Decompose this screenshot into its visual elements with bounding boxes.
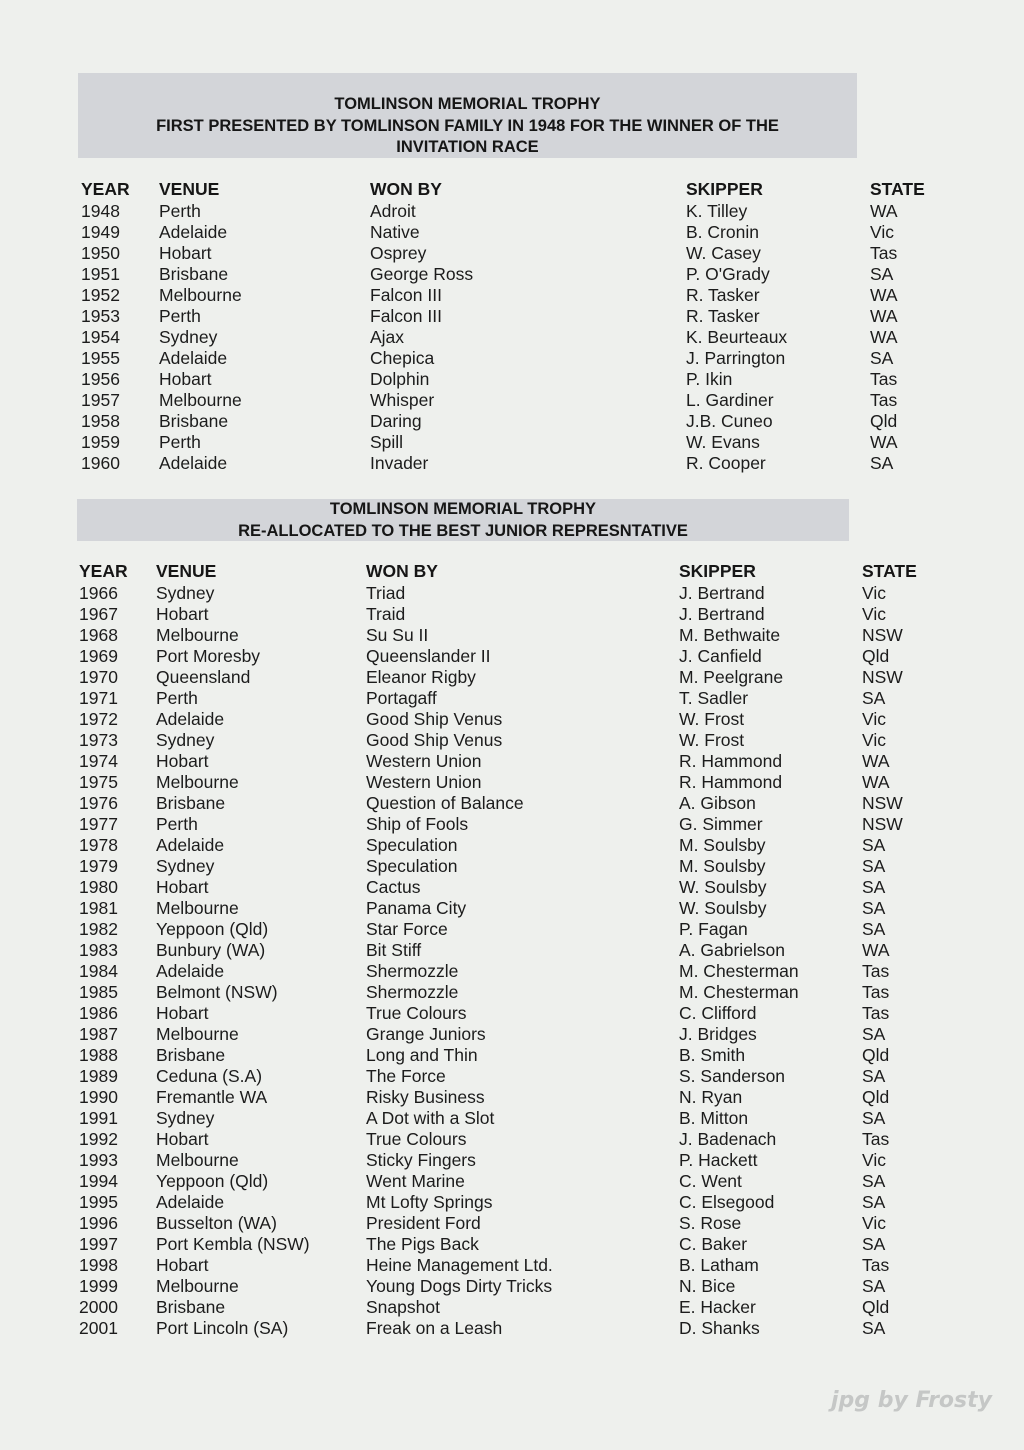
cell-won-by: Young Dogs Dirty Tricks	[366, 1276, 553, 1296]
cell-won-by: Question of Balance	[366, 793, 524, 813]
watermark: jpg by Frosty	[831, 1388, 992, 1413]
cell-year: 1958	[81, 411, 120, 431]
cell-year: 1987	[79, 1024, 118, 1044]
cell-skipper: J. Badenach	[679, 1129, 777, 1149]
cell-venue: Sydney	[156, 1108, 215, 1128]
cell-skipper: J. Parrington	[686, 348, 786, 368]
cell-state: Tas	[870, 243, 898, 263]
cell-year: 1980	[79, 877, 118, 897]
cell-venue: Melbourne	[156, 772, 239, 792]
cell-skipper: B. Mitton	[679, 1108, 749, 1128]
cell-state: SA	[862, 898, 886, 918]
cell-venue: Brisbane	[159, 264, 229, 284]
cell-year: 1955	[81, 348, 120, 368]
cell-venue: Melbourne	[156, 1276, 239, 1296]
cell-venue: Adelaide	[156, 709, 225, 729]
cell-state: Qld	[862, 646, 890, 666]
cell-won-by: Sticky Fingers	[366, 1150, 476, 1170]
cell-skipper: A. Gibson	[679, 793, 756, 813]
cell-skipper: K. Tilley	[686, 201, 748, 221]
column-header-won-by: WON BY	[370, 179, 442, 199]
cell-state: SA	[862, 877, 886, 897]
cell-venue: Sydney	[159, 327, 218, 347]
cell-won-by: Heine Management Ltd.	[366, 1255, 553, 1275]
cell-venue: Queensland	[156, 667, 251, 687]
column-header-won-by: WON BY	[366, 561, 438, 581]
cell-won-by: President Ford	[366, 1213, 481, 1233]
cell-won-by: Western Union	[366, 751, 482, 771]
cell-won-by: The Force	[366, 1066, 446, 1086]
cell-venue: Ceduna (S.A)	[156, 1066, 263, 1086]
column-header-year: YEAR	[79, 561, 128, 581]
cell-skipper: J. Bertrand	[679, 583, 765, 603]
cell-skipper: C. Elsegood	[679, 1192, 775, 1212]
cell-skipper: L. Gardiner	[686, 390, 774, 410]
cell-state: Qld	[862, 1297, 890, 1317]
cell-year: 1966	[79, 583, 118, 603]
cell-skipper: N. Ryan	[679, 1087, 743, 1107]
cell-venue: Bunbury (WA)	[156, 940, 266, 960]
cell-won-by: Good Ship Venus	[366, 730, 503, 750]
cell-venue: Perth	[159, 306, 201, 326]
cell-skipper: W. Frost	[679, 730, 745, 750]
cell-won-by: Snapshot	[366, 1297, 440, 1317]
cell-state: WA	[870, 327, 898, 347]
cell-skipper: C. Went	[679, 1171, 742, 1191]
cell-venue: Melbourne	[156, 1024, 239, 1044]
cell-year: 2000	[79, 1297, 118, 1317]
cell-year: 1957	[81, 390, 120, 410]
cell-year: 1950	[81, 243, 120, 263]
cell-won-by: Invader	[370, 453, 429, 473]
cell-year: 1975	[79, 772, 118, 792]
cell-state: Qld	[870, 411, 898, 431]
cell-skipper: D. Shanks	[679, 1318, 760, 1338]
cell-skipper: T. Sadler	[679, 688, 749, 708]
cell-won-by: Spill	[370, 432, 404, 452]
cell-year: 1982	[79, 919, 118, 939]
cell-venue: Perth	[156, 688, 198, 708]
cell-state: SA	[870, 453, 894, 473]
cell-skipper: M. Bethwaite	[679, 625, 781, 645]
cell-venue: Brisbane	[156, 1297, 226, 1317]
cell-skipper: G. Simmer	[679, 814, 763, 834]
cell-year: 1983	[79, 940, 118, 960]
cell-venue: Busselton (WA)	[156, 1213, 277, 1233]
cell-state: NSW	[862, 625, 903, 645]
section1-title-line: TOMLINSON MEMORIAL TROPHY	[334, 95, 601, 113]
cell-year: 1976	[79, 793, 118, 813]
cell-skipper: B. Latham	[679, 1255, 759, 1275]
cell-state: WA	[862, 751, 890, 771]
cell-year: 1992	[79, 1129, 118, 1149]
cell-state: SA	[862, 1108, 886, 1128]
cell-year: 1968	[79, 625, 118, 645]
cell-skipper: W. Casey	[686, 243, 761, 263]
cell-won-by: Cactus	[366, 877, 421, 897]
cell-venue: Perth	[156, 814, 198, 834]
cell-year: 1984	[79, 961, 118, 981]
cell-venue: Yeppoon (Qld)	[156, 1171, 269, 1191]
cell-year: 1956	[81, 369, 120, 389]
cell-won-by: Falcon III	[370, 285, 442, 305]
cell-year: 1991	[79, 1108, 118, 1128]
column-header-skipper: SKIPPER	[686, 179, 763, 199]
cell-year: 1981	[79, 898, 118, 918]
section1-title-line: INVITATION RACE	[396, 138, 539, 156]
cell-won-by: Panama City	[366, 898, 467, 918]
cell-won-by: Portagaff	[366, 688, 437, 708]
cell-won-by: Mt Lofty Springs	[366, 1192, 493, 1212]
cell-venue: Perth	[159, 432, 201, 452]
cell-venue: Brisbane	[156, 1045, 226, 1065]
cell-won-by: Shermozzle	[366, 961, 459, 981]
cell-year: 1951	[81, 264, 120, 284]
cell-won-by: Adroit	[370, 201, 416, 221]
cell-venue: Hobart	[156, 877, 209, 897]
column-header-skipper: SKIPPER	[679, 561, 756, 581]
cell-venue: Port Kembla (NSW)	[156, 1234, 310, 1254]
cell-won-by: Went Marine	[366, 1171, 465, 1191]
cell-venue: Melbourne	[156, 1150, 239, 1170]
cell-state: Vic	[862, 604, 886, 624]
cell-venue: Sydney	[156, 583, 215, 603]
cell-won-by: Western Union	[366, 772, 482, 792]
cell-year: 1978	[79, 835, 118, 855]
cell-won-by: Speculation	[366, 856, 458, 876]
column-header-state: STATE	[870, 179, 925, 199]
cell-skipper: W. Soulsby	[679, 898, 767, 918]
cell-skipper: M. Chesterman	[679, 961, 799, 981]
cell-venue: Adelaide	[156, 1192, 225, 1212]
cell-state: WA	[870, 285, 898, 305]
cell-state: Tas	[862, 1255, 890, 1275]
cell-venue: Melbourne	[159, 390, 242, 410]
cell-skipper: R. Hammond	[679, 751, 783, 771]
cell-venue: Adelaide	[159, 453, 228, 473]
cell-skipper: A. Gabrielson	[679, 940, 786, 960]
cell-state: Vic	[862, 583, 886, 603]
cell-skipper: J.B. Cuneo	[686, 411, 773, 431]
cell-year: 1954	[81, 327, 120, 347]
cell-venue: Hobart	[156, 604, 209, 624]
cell-won-by: Ship of Fools	[366, 814, 469, 834]
cell-year: 1973	[79, 730, 118, 750]
cell-skipper: M. Chesterman	[679, 982, 799, 1002]
cell-won-by: Speculation	[366, 835, 458, 855]
cell-venue: Fremantle WA	[156, 1087, 268, 1107]
cell-skipper: R. Tasker	[686, 306, 760, 326]
cell-state: Vic	[862, 1150, 886, 1170]
cell-state: SA	[870, 348, 894, 368]
cell-year: 1979	[79, 856, 118, 876]
cell-state: SA	[862, 835, 886, 855]
cell-venue: Sydney	[156, 730, 215, 750]
cell-state: Vic	[862, 1213, 886, 1233]
cell-won-by: Eleanor Rigby	[366, 667, 476, 687]
cell-year: 1953	[81, 306, 120, 326]
cell-year: 1990	[79, 1087, 118, 1107]
cell-year: 1959	[81, 432, 120, 452]
cell-skipper: W. Evans	[686, 432, 760, 452]
cell-skipper: B. Smith	[679, 1045, 746, 1065]
cell-state: SA	[862, 1318, 886, 1338]
cell-skipper: P. Hackett	[679, 1150, 758, 1170]
cell-skipper: N. Bice	[679, 1276, 736, 1296]
cell-skipper: R. Hammond	[679, 772, 783, 792]
cell-year: 1969	[79, 646, 118, 666]
cell-state: SA	[862, 856, 886, 876]
cell-year: 1949	[81, 222, 120, 242]
cell-won-by: Triad	[366, 583, 406, 603]
cell-won-by: Freak on a Leash	[366, 1318, 503, 1338]
cell-skipper: P. O'Grady	[686, 264, 770, 284]
cell-won-by: Star Force	[366, 919, 448, 939]
cell-state: Tas	[862, 961, 890, 981]
cell-year: 1972	[79, 709, 118, 729]
cell-venue: Port Lincoln (SA)	[156, 1318, 289, 1338]
cell-state: NSW	[862, 793, 903, 813]
cell-state: Tas	[862, 1003, 890, 1023]
cell-year: 1967	[79, 604, 118, 624]
cell-won-by: Bit Stiff	[366, 940, 422, 960]
cell-skipper: R. Cooper	[686, 453, 766, 473]
cell-state: Vic	[862, 730, 886, 750]
cell-skipper: M. Soulsby	[679, 835, 766, 855]
cell-venue: Port Moresby	[156, 646, 261, 666]
cell-venue: Brisbane	[156, 793, 226, 813]
cell-state: SA	[862, 1171, 886, 1191]
cell-state: WA	[862, 772, 890, 792]
cell-year: 1988	[79, 1045, 118, 1065]
cell-year: 1997	[79, 1234, 118, 1254]
cell-venue: Adelaide	[156, 835, 225, 855]
cell-skipper: S. Sanderson	[679, 1066, 786, 1086]
cell-venue: Adelaide	[159, 222, 228, 242]
cell-won-by: Falcon III	[370, 306, 442, 326]
cell-venue: Adelaide	[156, 961, 225, 981]
cell-venue: Melbourne	[156, 625, 239, 645]
section2-title-line: RE-ALLOCATED TO THE BEST JUNIOR REPRESNTATIVE	[238, 521, 688, 540]
cell-venue: Hobart	[156, 1255, 209, 1275]
cell-year: 1985	[79, 982, 118, 1002]
cell-year: 1974	[79, 751, 118, 771]
cell-venue: Hobart	[156, 751, 209, 771]
cell-venue: Belmont (NSW)	[156, 982, 278, 1002]
cell-won-by: Whisper	[370, 390, 435, 410]
cell-venue: Brisbane	[159, 411, 229, 431]
cell-skipper: M. Peelgrane	[679, 667, 784, 687]
cell-won-by: Good Ship Venus	[366, 709, 503, 729]
cell-skipper: C. Clifford	[679, 1003, 757, 1023]
column-header-state: STATE	[862, 561, 917, 581]
cell-state: Tas	[862, 982, 890, 1002]
cell-won-by: Su Su II	[366, 625, 429, 645]
cell-year: 1993	[79, 1150, 118, 1170]
cell-skipper: J. Bridges	[679, 1024, 757, 1044]
section1-title-line: FIRST PRESENTED BY TOMLINSON FAMILY IN 1948 FOR THE WINNER OF THE	[156, 116, 779, 135]
cell-won-by: Grange Juniors	[366, 1024, 486, 1044]
cell-skipper: J. Bertrand	[679, 604, 765, 624]
cell-venue: Adelaide	[159, 348, 228, 368]
cell-venue: Melbourne	[159, 285, 242, 305]
cell-venue: Sydney	[156, 856, 215, 876]
cell-won-by: Chepica	[370, 348, 435, 368]
cell-year: 2001	[79, 1318, 118, 1338]
cell-skipper: P. Fagan	[679, 919, 748, 939]
cell-state: WA	[870, 306, 898, 326]
cell-won-by: Native	[370, 222, 420, 242]
cell-state: SA	[862, 1024, 886, 1044]
cell-year: 1948	[81, 201, 120, 221]
cell-state: NSW	[862, 814, 903, 834]
cell-state: Qld	[862, 1045, 890, 1065]
section2-title-line: TOMLINSON MEMORIAL TROPHY	[329, 500, 597, 518]
column-header-venue: VENUE	[156, 561, 217, 581]
cell-won-by: Queenslander II	[366, 646, 491, 666]
cell-won-by: The Pigs Back	[366, 1234, 479, 1254]
cell-venue: Hobart	[156, 1003, 209, 1023]
column-header-venue: VENUE	[159, 179, 220, 199]
cell-skipper: E. Hacker	[679, 1297, 756, 1317]
cell-year: 1952	[81, 285, 120, 305]
cell-won-by: Ajax	[370, 327, 405, 347]
cell-skipper: P. Ikin	[686, 369, 733, 389]
cell-venue: Melbourne	[156, 898, 239, 918]
cell-won-by: George Ross	[370, 264, 474, 284]
cell-state: SA	[862, 1276, 886, 1296]
cell-skipper: R. Tasker	[686, 285, 760, 305]
cell-state: SA	[862, 688, 886, 708]
cell-year: 1986	[79, 1003, 118, 1023]
cell-year: 1960	[81, 453, 120, 473]
cell-state: SA	[862, 1066, 886, 1086]
cell-won-by: Daring	[370, 411, 422, 431]
cell-skipper: W. Frost	[679, 709, 745, 729]
cell-won-by: Risky Business	[366, 1087, 485, 1107]
cell-venue: Yeppoon (Qld)	[156, 919, 269, 939]
section2-title-banner	[77, 499, 849, 541]
cell-year: 1994	[79, 1171, 118, 1191]
cell-state: Vic	[862, 709, 886, 729]
cell-skipper: M. Soulsby	[679, 856, 766, 876]
cell-state: WA	[870, 201, 898, 221]
cell-state: WA	[862, 940, 890, 960]
cell-year: 1999	[79, 1276, 118, 1296]
cell-state: SA	[870, 264, 894, 284]
cell-venue: Hobart	[159, 369, 212, 389]
column-header-year: YEAR	[81, 179, 130, 199]
cell-skipper: S. Rose	[679, 1213, 742, 1233]
cell-state: WA	[870, 432, 898, 452]
cell-state: Tas	[870, 390, 898, 410]
cell-won-by: Traid	[366, 604, 406, 624]
cell-state: NSW	[862, 667, 903, 687]
cell-won-by: Osprey	[370, 243, 427, 263]
cell-venue: Hobart	[156, 1129, 209, 1149]
cell-skipper: J. Canfield	[679, 646, 762, 666]
cell-won-by: A Dot with a Slot	[366, 1108, 495, 1128]
cell-year: 1995	[79, 1192, 118, 1212]
cell-venue: Hobart	[159, 243, 212, 263]
cell-year: 1998	[79, 1255, 118, 1275]
cell-won-by: True Colours	[366, 1003, 467, 1023]
cell-state: SA	[862, 919, 886, 939]
cell-state: SA	[862, 1234, 886, 1254]
cell-year: 1977	[79, 814, 118, 834]
cell-skipper: C. Baker	[679, 1234, 748, 1254]
cell-state: SA	[862, 1192, 886, 1212]
cell-state: Vic	[870, 222, 894, 242]
cell-won-by: Long and Thin	[366, 1045, 478, 1065]
cell-skipper: W. Soulsby	[679, 877, 767, 897]
section1-title-banner	[78, 73, 857, 158]
cell-won-by: Shermozzle	[366, 982, 459, 1002]
cell-won-by: Dolphin	[370, 369, 430, 389]
cell-year: 1970	[79, 667, 118, 687]
cell-state: Tas	[862, 1129, 890, 1149]
cell-state: Qld	[862, 1087, 890, 1107]
cell-state: Tas	[870, 369, 898, 389]
cell-year: 1989	[79, 1066, 118, 1086]
cell-year: 1996	[79, 1213, 118, 1233]
cell-venue: Perth	[159, 201, 201, 221]
cell-skipper: B. Cronin	[686, 222, 759, 242]
cell-won-by: True Colours	[366, 1129, 467, 1149]
cell-skipper: K. Beurteaux	[686, 327, 788, 347]
cell-year: 1971	[79, 688, 118, 708]
